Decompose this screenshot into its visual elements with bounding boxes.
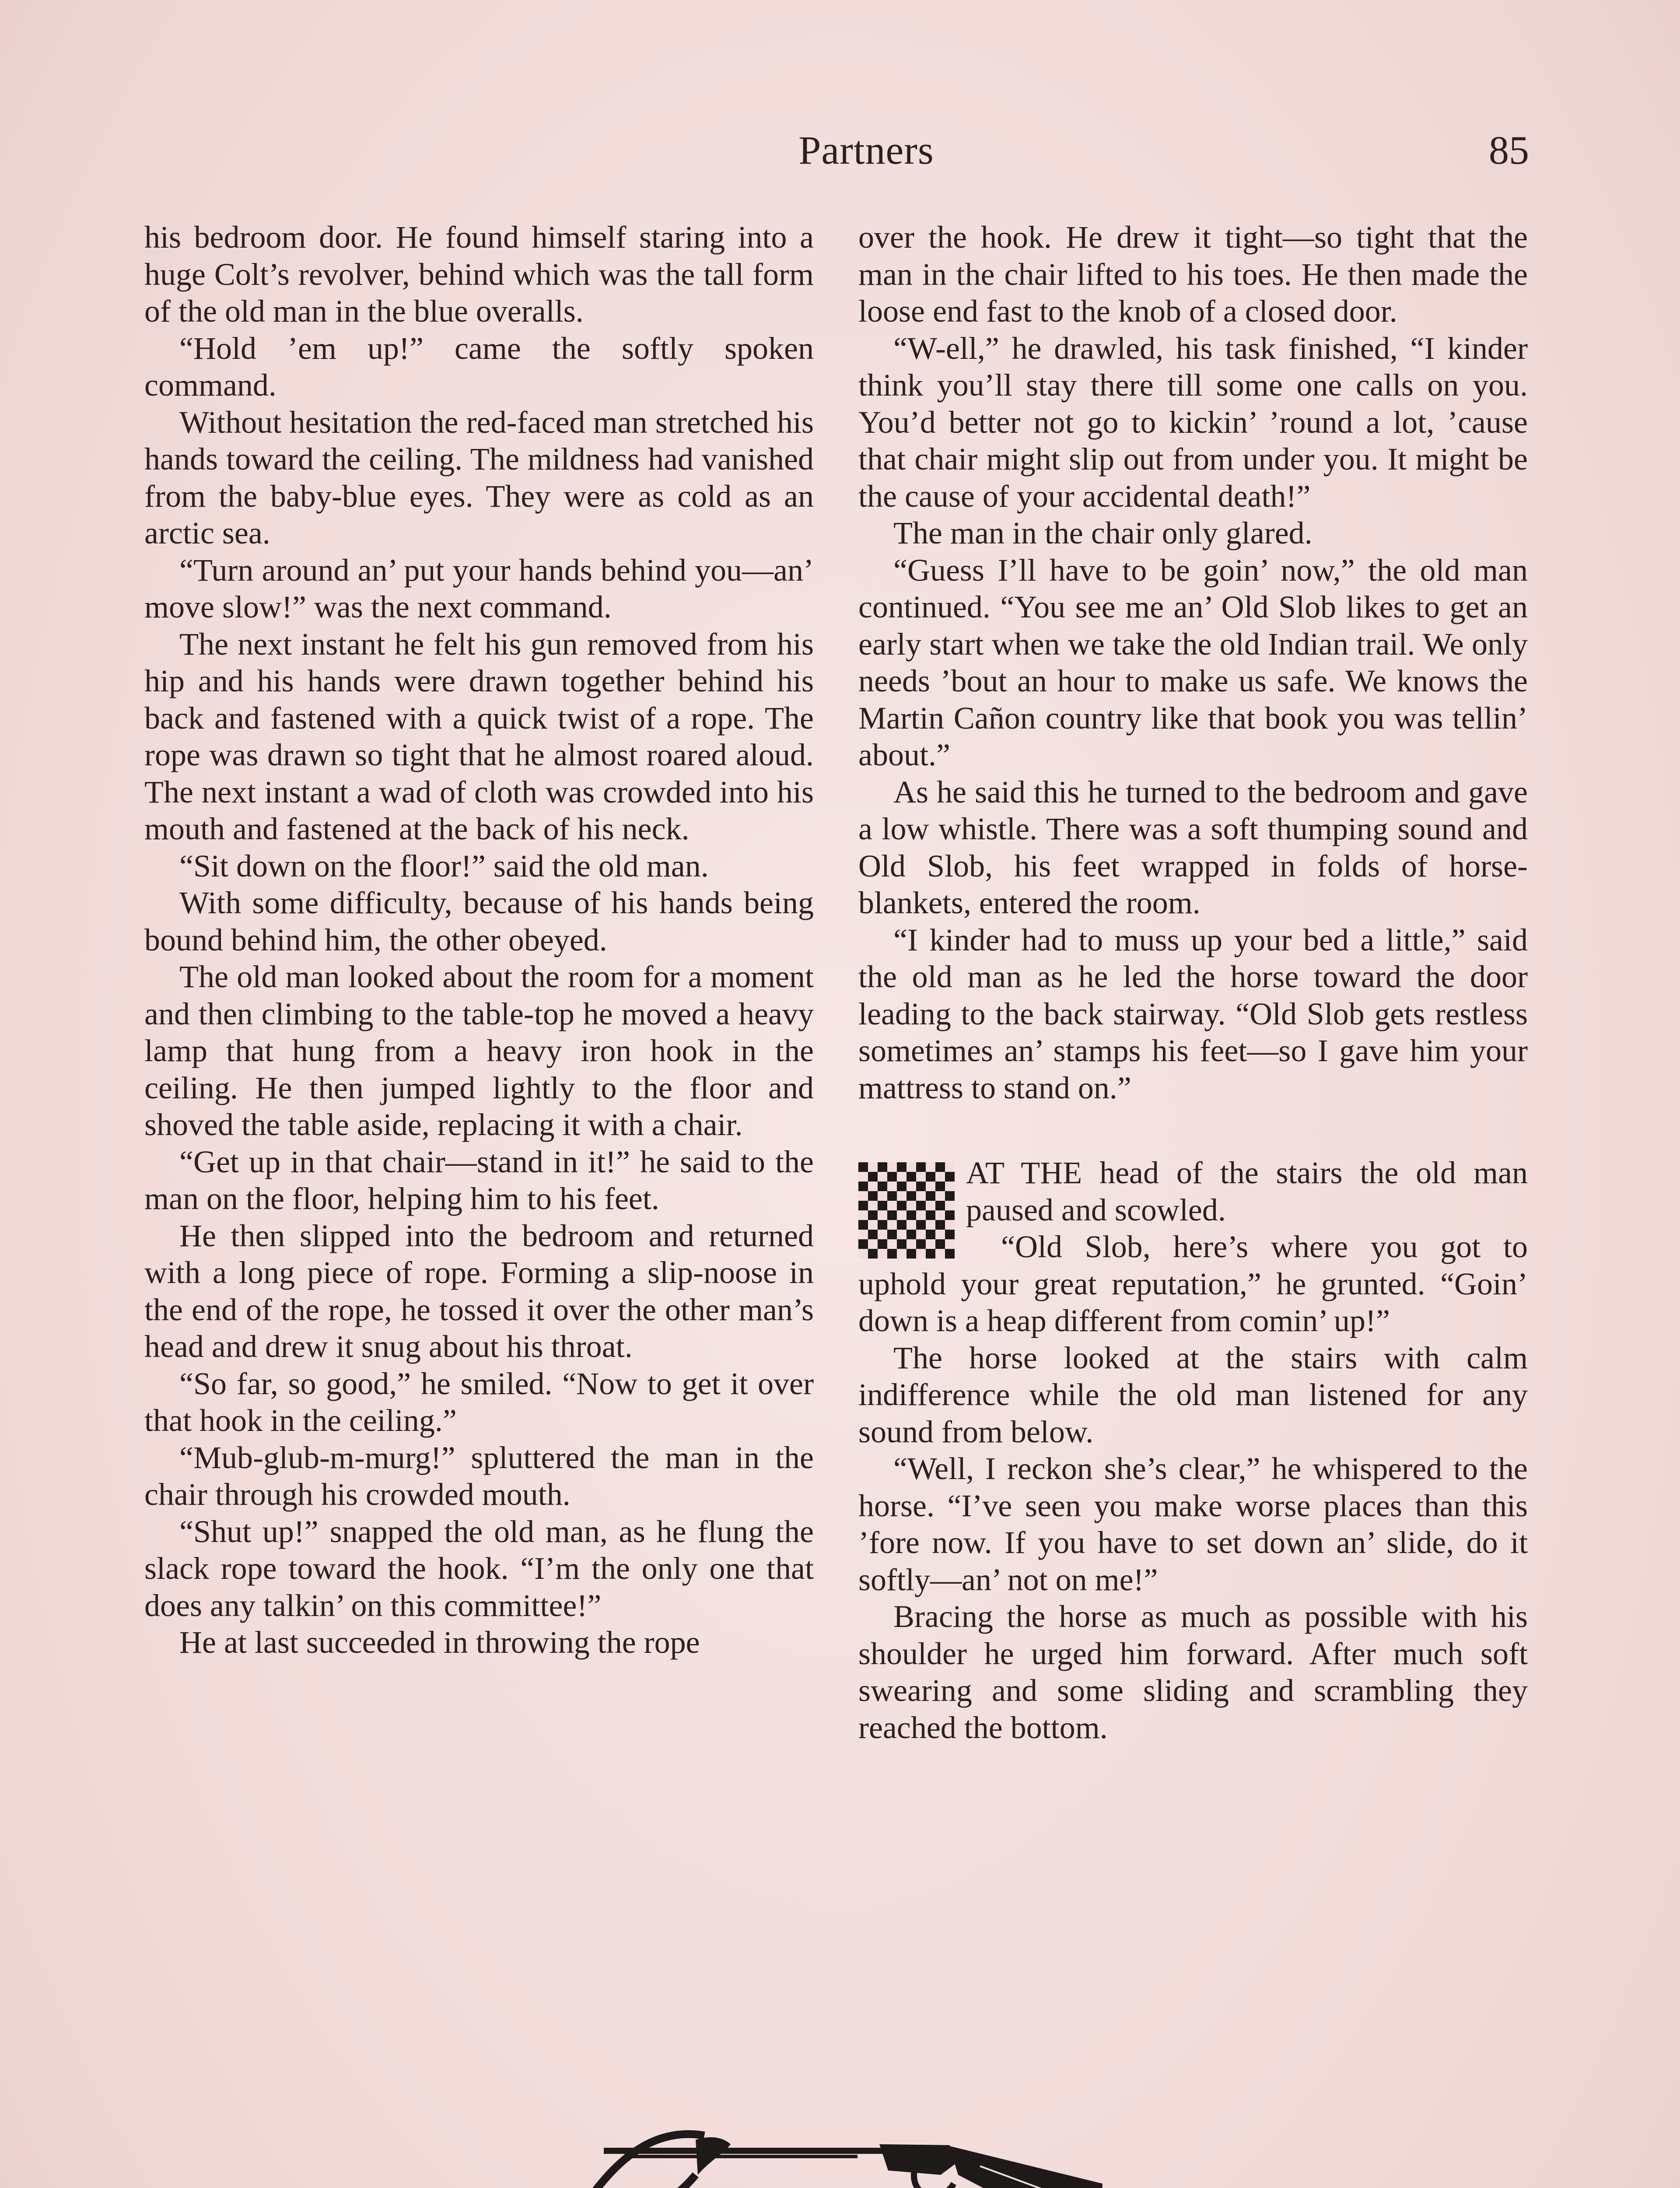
- paragraph: The man in the chair only glared.: [893, 515, 1312, 551]
- paragraph: He then slipped into the bedroom and returned with a long piece of rope. Forming a slip-noose in the end of the rope, he tossed it over the other man’s head and drew it snug about his throat.: [144, 1218, 814, 1364]
- page-header: [0, 127, 1680, 184]
- paragraph: “Turn around an’ put your hands behind you—an’ move slow!” was the next command.: [144, 552, 814, 624]
- paragraph: “W-ell,” he drawled, his task finished, “I kinder think you’ll stay there till some one calls on you. You’d better not go to kickin’ ’round a lot, ’cause that chair might slip out from under you. It might be the cause of your accidental death!”: [858, 330, 1528, 514]
- left-column: [144, 219, 814, 1661]
- section-opening: [858, 1154, 1528, 1339]
- section-break: [858, 1106, 1528, 1154]
- paragraph: The next instant he felt his gun removed from his hip and his hands were drawn together behind his back and fastened with a quick twist of a rope. The rope was drawn so tight that he almost roared aloud. The next instant a wad of cloth was crowded into his mouth and fastened at the back of his neck.: [144, 626, 814, 846]
- checkerboard-ornament-icon: [858, 1162, 955, 1259]
- paragraph: “I kinder had to muss up your bed a little,” said the old man as he led the horse toward the door leading to the back stairway. “Old Slob gets restless sometimes an’ stamps his feet—so I gave him your mattress to stand on.”: [858, 922, 1528, 1105]
- paragraph: “Sit down on the floor!” said the old man.: [179, 848, 709, 884]
- paragraph: “Hold ’em up!” came the softly spoken command.: [144, 330, 814, 403]
- paragraph: “Shut up!” snapped the old man, as he flung the slack rope toward the hook. “I’m the only one that does any talkin’ on this committee!”: [144, 1514, 814, 1623]
- paragraph: “Guess I’ll have to be goin’ now,” the old man continued. “You see me an’ Old Slob likes to get an early start when we take the old Indian trail. We only needs ’bout an hour to make us safe. We knows the Martin Cañon country like that book you was tellin’ about.”: [858, 552, 1528, 772]
- paragraph: With some difficulty, because of his hands being bound behind him, the other obeyed.: [144, 885, 814, 957]
- paragraph: over the hook. He drew it tight—so tight that the man in the chair lifted to his toes. He then made the loose end fast to the knob of a closed door.: [858, 220, 1528, 329]
- paragraph: Bracing the horse as much as possible with his shoulder he urged him forward. After much soft swearing and some sliding and scrambling they reached the bottom.: [858, 1599, 1528, 1745]
- paragraph: “Mub-glub-m-murg!” spluttered the man in the chair through his crowded mouth.: [144, 1440, 814, 1512]
- paragraph: “Old Slob, here’s where you got to uphold your great reputation,” he grunted. “Goin’ down is a heap different from comin’ up!”: [858, 1229, 1528, 1338]
- page-number: 85: [1489, 128, 1529, 172]
- paragraph: “Get up in that chair—stand in it!” he said to the man on the floor, helping him to his feet.: [144, 1144, 814, 1216]
- paragraph: As he said this he turned to the bedroom and gave a low whistle. There was a soft thumping sound and Old Slob, his feet wrapped in folds of horse-blankets, entered the room.: [858, 774, 1528, 920]
- paragraph: “Well, I reckon she’s clear,” he whispered to the horse. “I’ve seen you make worse places than this ’fore now. If you have to set down an’ slide, do it softly—an’ not on me!”: [858, 1451, 1528, 1597]
- paragraph: Without hesitation the red-faced man stretched his hands toward the ceiling. The mildness had vanished from the baby-blue eyes. They were as cold as an arctic sea.: [144, 404, 814, 551]
- paragraph: The old man looked about the room for a moment and then climbing to the table-top he moved a heavy lamp that hung from a heavy iron hook in the ceiling. He then jumped lightly to the floor and shoved the table aside, replacing it with a chair.: [144, 959, 814, 1142]
- right-column: [858, 219, 1528, 1746]
- running-title: Partners: [798, 128, 934, 172]
- rifle-illustration-icon: [564, 2109, 1107, 2188]
- paragraph: his bedroom door. He found himself staring into a huge Colt’s revolver, behind which was the tall form of the old man in the blue overalls.: [144, 220, 814, 329]
- paragraph: The horse looked at the stairs with calm indifference while the old man listened for any sound from below.: [858, 1340, 1528, 1449]
- paragraph: He at last succeeded in throwing the rope: [179, 1625, 700, 1660]
- section-opening-text: AT THE head of the stairs the old man paused and scowled.: [966, 1155, 1528, 1227]
- paragraph: “So far, so good,” he smiled. “Now to get it over that hook in the ceiling.”: [144, 1366, 814, 1438]
